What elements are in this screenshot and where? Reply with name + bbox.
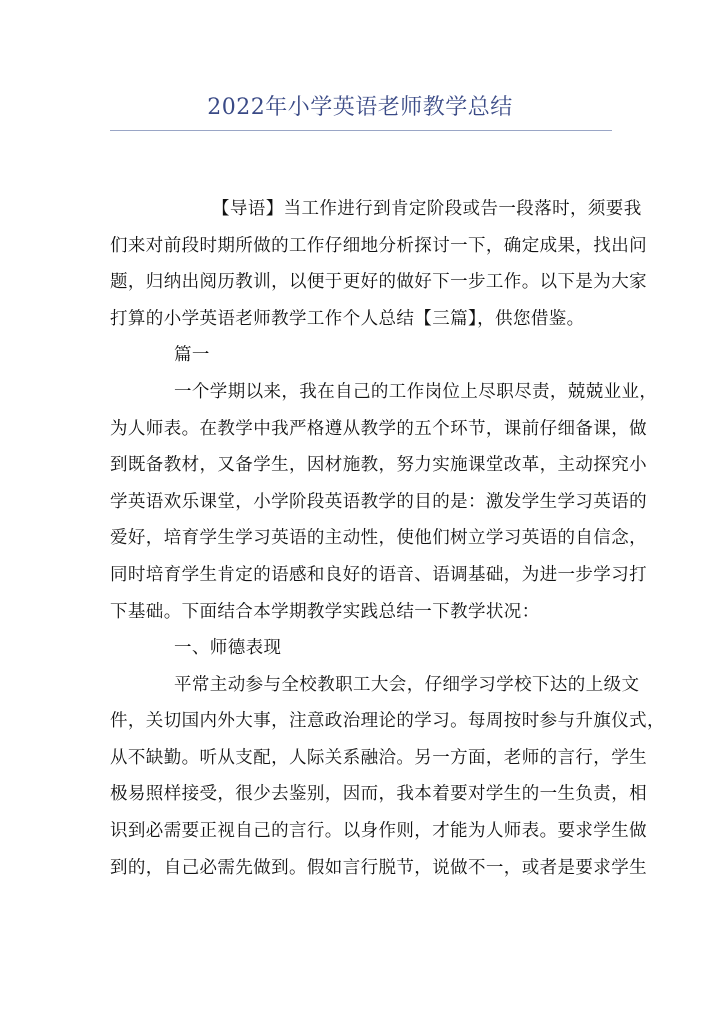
paragraph-line: 到的，自己必需先做到。假如言行脱节，说做不一，或者是要求学生	[110, 858, 647, 878]
paragraph-line: 到既备教材，又备学生，因材施教，努力实施课堂改革，主动探究小	[110, 455, 647, 475]
intro-line-1: 【导语】当工作进行到肯定阶段或告一段落时，须要我	[212, 199, 642, 219]
paragraph-line: 识到必需要正视自己的言行。以身作则，才能为人师表。要求学生做	[110, 821, 647, 841]
intro-line-2: 们来对前段时期所做的工作仔细地分析探讨一下，确定成果，找出问	[110, 236, 647, 256]
paragraph-line: 件，关切国内外大事，注意政治理论的学习。每周按时参与升旗仪式，	[110, 711, 665, 731]
intro-line-4: 打算的小学英语老师教学工作个人总结【三篇】，供您借鉴。	[110, 309, 585, 329]
intro-line-3: 题，归纳出阅历教训，以便于更好的做好下一步工作。以下是为大家	[110, 272, 647, 292]
paragraph-line: 为人师表。在教学中我严格遵从教学的五个环节，课前仔细备课，做	[110, 419, 647, 439]
section-heading-teacher-ethics: 一、师德表现	[174, 638, 282, 658]
paragraph-line: 从不缺勤。听从支配，人际关系融洽。另一方面，老师的言行，学生	[110, 748, 647, 768]
title-divider	[110, 130, 612, 131]
section-heading-part-one: 篇一	[174, 345, 210, 365]
paragraph-line: 爱好，培育学生学习英语的主动性，使他们树立学习英语的自信念，	[110, 528, 647, 548]
paragraph-line: 一个学期以来，我在自己的工作岗位上尽职尽责，兢兢业业，	[174, 382, 658, 402]
paragraph-line: 平常主动参与全校教职工大会，仔细学习学校下达的上级文	[174, 675, 640, 695]
paragraph-line: 下基础。下面结合本学期教学实践总结一下教学状况：	[110, 602, 540, 622]
paragraph-line: 同时培育学生肯定的语感和良好的语音、语调基础，为进一步学习打	[110, 565, 647, 585]
document-title: 2022年小学英语老师教学总结	[207, 95, 513, 120]
paragraph-line: 学英语欢乐课堂，小学阶段英语教学的目的是：激发学生学习英语的	[110, 492, 647, 512]
paragraph-line: 极易照样接受，很少去鉴别，因而，我本着要对学生的一生负责，相	[110, 784, 647, 804]
